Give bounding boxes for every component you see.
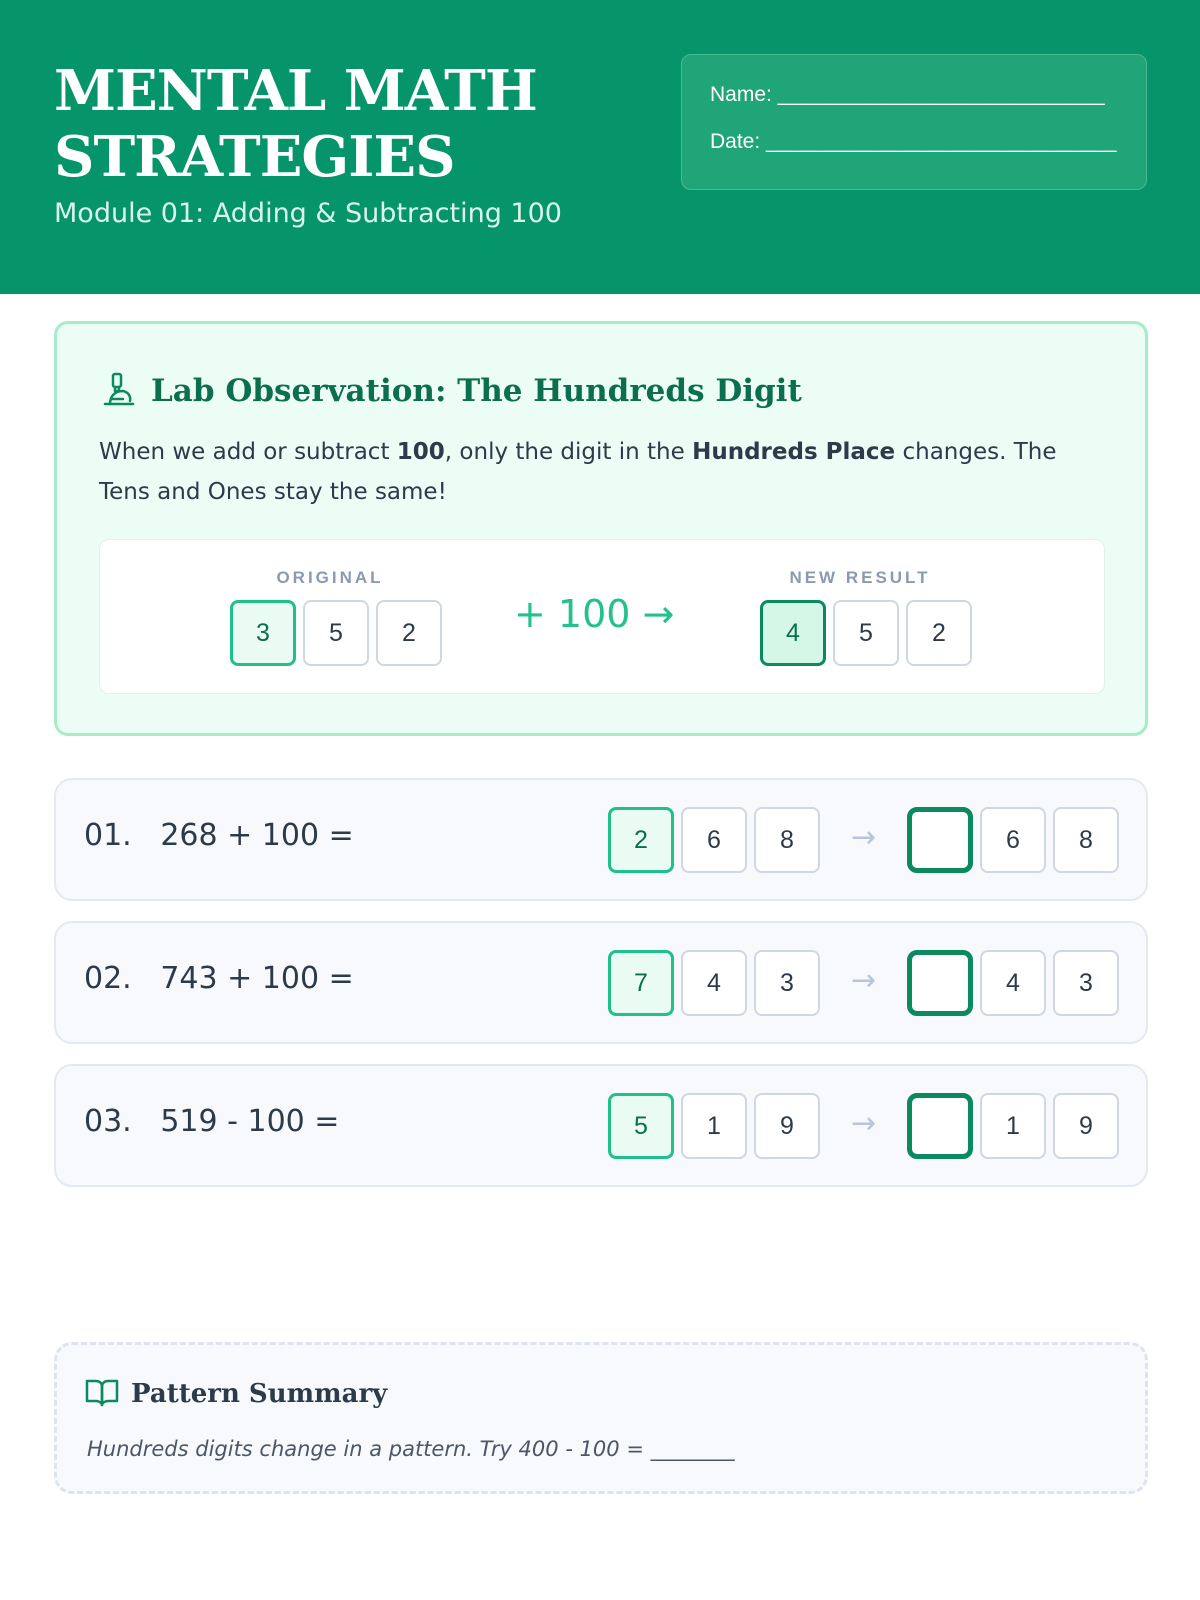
given-hundreds-digit: 2 [608, 807, 674, 873]
problem-row [54, 921, 1148, 1044]
problem-expression: 268 + 100 = [160, 818, 354, 853]
lab-title: Lab Observation: The Hundreds Digit [151, 373, 802, 409]
problem-equation [84, 818, 354, 853]
arrow-right-icon: → [851, 1106, 877, 1141]
answer-tens-digit: 4 [980, 950, 1046, 1016]
given-ones-digit: 3 [754, 950, 820, 1016]
summary-title: Pattern Summary [131, 1379, 388, 1409]
given-hundreds-digit: 5 [608, 1093, 674, 1159]
problem-number: 01. [84, 818, 132, 853]
microscope-icon [101, 370, 137, 412]
lab-text-part: changes. The Tens and Ones stay the same! [99, 439, 1057, 505]
lab-text-part: When we add or subtract [99, 439, 397, 465]
given-tens-digit: 1 [681, 1093, 747, 1159]
header [0, 0, 1200, 294]
date-field[interactable]: Date: ______________________________ [710, 130, 1117, 153]
answer-ones-digit: 8 [1053, 807, 1119, 873]
lab-text-bold: Hundreds Place [692, 439, 896, 465]
arrow-right-icon: → [851, 963, 877, 998]
problem-expression: 519 - 100 = [160, 1104, 340, 1139]
lab-heading [101, 370, 802, 412]
digit-example-panel [99, 539, 1105, 694]
answer-hundreds-box[interactable] [907, 807, 973, 873]
answer-tens-digit: 1 [980, 1093, 1046, 1159]
arrow-right-icon: → [851, 820, 877, 855]
given-ones-digit: 8 [754, 807, 820, 873]
lab-text-bold: 100 [396, 439, 445, 465]
page-title: MENTAL MATH STRATEGIES [54, 58, 537, 190]
lab-observation-card [54, 321, 1148, 736]
problem-expression: 743 + 100 = [160, 961, 354, 996]
lab-description [99, 432, 1099, 512]
answer-ones-digit: 9 [1053, 1093, 1119, 1159]
result-tens-digit: 5 [833, 600, 899, 666]
result-hundreds-digit: 4 [760, 600, 826, 666]
original-tens-digit: 5 [303, 600, 369, 666]
answer-ones-digit: 3 [1053, 950, 1119, 1016]
answer-hundreds-box[interactable] [907, 950, 973, 1016]
problem-equation [84, 961, 354, 996]
lab-text-part: , only the digit in the [444, 439, 693, 465]
result-ones-digit: 2 [906, 600, 972, 666]
original-label: ORIGINAL [276, 568, 384, 587]
pattern-summary-card [54, 1342, 1148, 1494]
summary-heading [85, 1377, 387, 1411]
problem-number: 02. [84, 961, 132, 996]
operation-label: + 100 → [514, 592, 675, 636]
answer-hundreds-box[interactable] [907, 1093, 973, 1159]
given-hundreds-digit: 7 [608, 950, 674, 1016]
summary-text: Hundreds digits change in a pattern. Try 400 - 100 = ________ [87, 1437, 735, 1461]
original-ones-digit: 2 [376, 600, 442, 666]
result-label: NEW RESULT [789, 568, 931, 587]
problem-row [54, 1064, 1148, 1187]
given-tens-digit: 4 [681, 950, 747, 1016]
page-subtitle: Module 01: Adding & Subtracting 100 [54, 198, 562, 229]
name-field[interactable]: Name: ____________________________ [710, 83, 1105, 106]
name-date-box [681, 54, 1147, 190]
original-hundreds-digit: 3 [230, 600, 296, 666]
problem-number: 03. [84, 1104, 132, 1139]
answer-tens-digit: 6 [980, 807, 1046, 873]
given-ones-digit: 9 [754, 1093, 820, 1159]
given-tens-digit: 6 [681, 807, 747, 873]
problem-equation [84, 1104, 339, 1139]
open-book-icon [85, 1377, 119, 1411]
problem-row [54, 778, 1148, 901]
